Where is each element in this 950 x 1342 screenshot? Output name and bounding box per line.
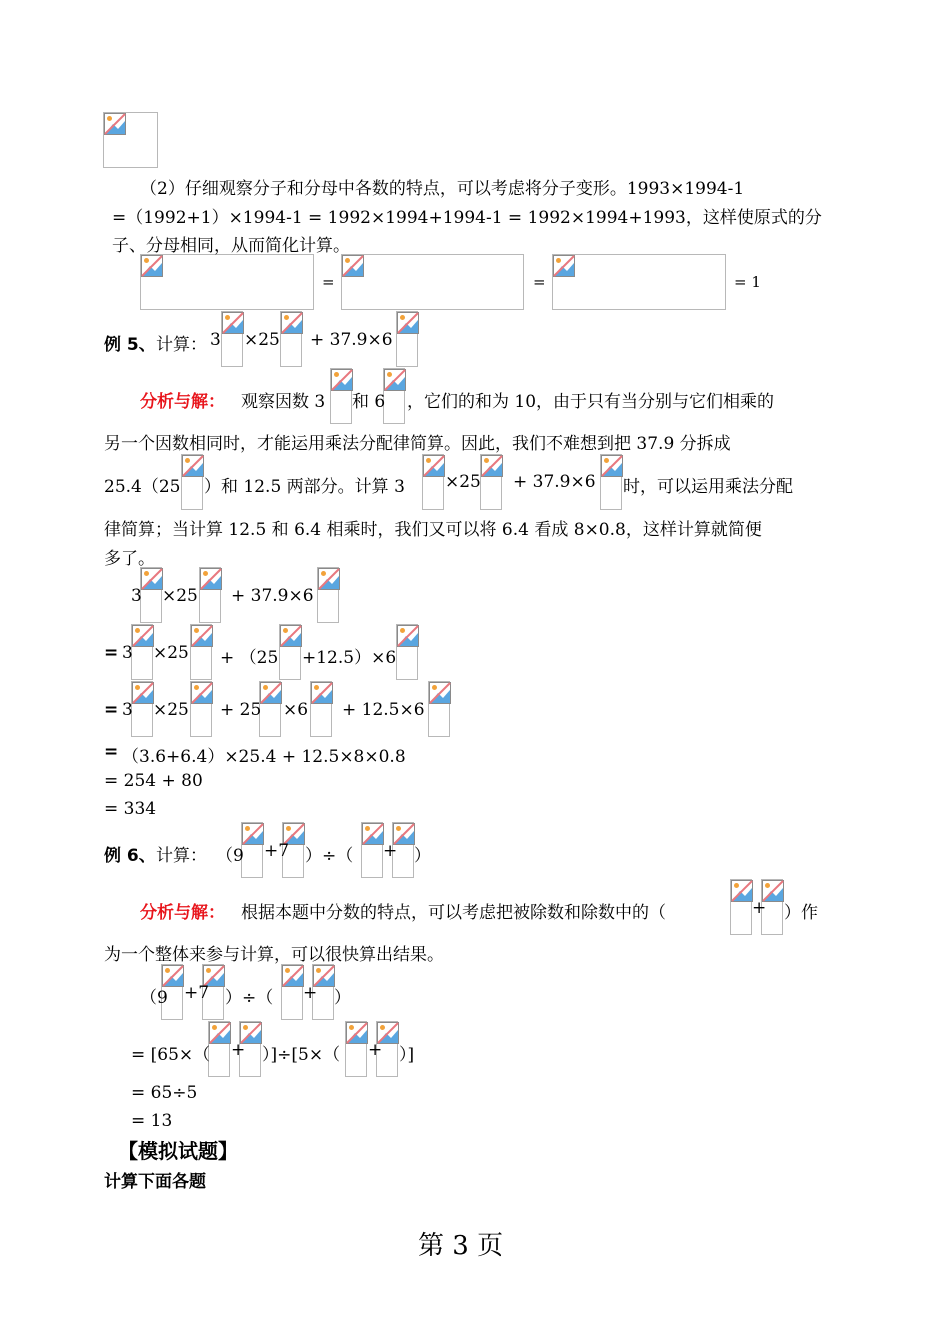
expr-part: + 37.9×6	[310, 330, 393, 350]
example-label: 例 5、	[104, 335, 156, 355]
section-subtitle: 计算下面各题	[104, 1172, 206, 1192]
broken-image-icon	[242, 823, 264, 845]
paragraph-text: ）作	[784, 903, 818, 923]
broken-image-icon	[553, 255, 575, 277]
expr-part: （9	[216, 846, 244, 866]
broken-image-icon	[282, 965, 304, 987]
step-part: + 12.5×6	[342, 700, 425, 720]
paragraph-text: 和 6	[352, 392, 386, 412]
image-placeholder	[330, 368, 352, 424]
step-part: +	[368, 1040, 383, 1060]
expr-part: +	[383, 841, 398, 861]
image-placeholder	[383, 368, 405, 424]
step-part: ×6	[283, 700, 309, 720]
step-part: ×25	[153, 643, 189, 663]
equals-sign: =	[533, 273, 546, 291]
broken-image-icon	[311, 682, 333, 704]
broken-image-icon	[132, 625, 154, 647]
image-placeholder	[131, 624, 153, 680]
broken-image-icon	[280, 625, 302, 647]
step-line: = 334	[104, 799, 157, 819]
image-placeholder	[140, 567, 162, 623]
expr-part: 3	[210, 330, 221, 350]
paragraph-text: 根据本题中分数的特点，可以考虑把被除数和除数中的（	[241, 903, 666, 923]
image-placeholder	[480, 454, 502, 510]
broken-image-icon	[260, 682, 282, 704]
broken-image-icon	[342, 255, 364, 277]
image-placeholder	[181, 454, 203, 510]
image-placeholder	[190, 681, 212, 737]
step-part: +12.5）×6	[302, 648, 397, 668]
image-placeholder	[131, 681, 153, 737]
result: = 1	[734, 273, 761, 291]
broken-image-icon	[141, 568, 163, 590]
analysis-label: 分析与解：	[140, 392, 225, 412]
image-placeholder	[241, 822, 263, 878]
broken-image-icon	[601, 455, 623, 477]
broken-image-icon	[397, 625, 419, 647]
broken-image-icon	[141, 255, 163, 277]
expr-part: ）÷（	[305, 846, 354, 866]
step-line: = 254 + 80	[104, 771, 203, 791]
equals-sign: =	[104, 700, 119, 720]
image-placeholder	[190, 624, 212, 680]
example-label: 例 6、	[104, 846, 156, 866]
image-placeholder	[600, 454, 622, 510]
paragraph-line: （2）仔细观察分子和分母中各数的特点，可以考虑将分子变形。1993×1994-1	[140, 179, 745, 199]
image-placeholder	[396, 624, 418, 680]
broken-image-icon	[104, 113, 126, 135]
image-placeholder	[103, 112, 158, 168]
paragraph-text: ，它们的和为 10，由于只有当分别与它们相乘的	[407, 392, 775, 412]
image-placeholder	[199, 567, 221, 623]
step-part: ）]÷[5×（	[262, 1045, 341, 1065]
broken-image-icon	[182, 455, 204, 477]
step-part: + 25	[220, 700, 262, 720]
broken-image-icon	[362, 823, 384, 845]
paragraph-text: +	[752, 898, 767, 918]
paragraph-line: 子、分母相同，从而简化计算。	[112, 236, 350, 256]
step-part: +	[303, 983, 318, 1003]
broken-image-icon	[731, 880, 753, 902]
image-placeholder	[281, 964, 303, 1020]
step-part: ×25	[153, 700, 189, 720]
paragraph-text: 25.4（25	[104, 477, 181, 497]
paragraph-text: 观察因数 3	[241, 392, 326, 412]
step-part: = [65×（	[131, 1045, 211, 1065]
image-placeholder	[345, 1021, 367, 1077]
broken-image-icon	[318, 568, 340, 590]
step-part: ）	[334, 988, 351, 1008]
step-line: = 13	[131, 1111, 173, 1131]
paragraph-text: + 37.9×6	[513, 472, 596, 492]
image-placeholder	[221, 311, 243, 367]
step-part: +	[231, 1040, 246, 1060]
section-title: 【模拟试题】	[118, 1139, 238, 1163]
image-placeholder	[422, 454, 444, 510]
example-prompt: 计算：	[156, 846, 207, 866]
paragraph-line: 为一个整体来参与计算，可以很快算出结果。	[104, 945, 444, 965]
equals-sign: =	[104, 643, 119, 663]
step-part: ）÷（	[225, 988, 274, 1008]
image-placeholder	[341, 254, 524, 310]
paragraph-line: =（1992+1）×1994-1 = 1992×1994+1994-1 = 1992×1994+1993，这样使原式的分	[112, 208, 822, 228]
broken-image-icon	[397, 312, 419, 334]
broken-image-icon	[346, 1022, 368, 1044]
step-part: 3	[122, 700, 133, 720]
image-placeholder	[317, 567, 339, 623]
paragraph-line: 另一个因数相同时，才能运用乘法分配律简算。因此，我们不难想到把 37.9 分拆成	[104, 434, 731, 454]
expr-part: ×25	[244, 330, 280, 350]
image-placeholder	[259, 681, 281, 737]
equals-sign: =	[104, 742, 119, 762]
step-part: + 37.9×6	[231, 586, 314, 606]
broken-image-icon	[222, 312, 244, 334]
broken-image-icon	[132, 682, 154, 704]
broken-image-icon	[209, 1022, 231, 1044]
expr-part: +7	[264, 841, 290, 861]
broken-image-icon	[429, 682, 451, 704]
broken-image-icon	[384, 369, 406, 391]
step-part: 3	[122, 643, 133, 663]
image-placeholder	[280, 311, 302, 367]
paragraph-text: ）和 12.5 两部分。计算 3	[204, 477, 405, 497]
paragraph-text: 时，可以运用乘法分配	[623, 477, 793, 497]
step-part: + （25	[220, 648, 279, 668]
broken-image-icon	[191, 682, 213, 704]
analysis-label: 分析与解：	[140, 903, 225, 923]
step-line: （3.6+6.4）×25.4 + 12.5×8×0.8	[122, 747, 406, 767]
image-placeholder	[730, 879, 752, 935]
step-part: ×25	[162, 586, 198, 606]
image-placeholder	[310, 681, 332, 737]
broken-image-icon	[423, 455, 445, 477]
expr-part: ）	[414, 846, 431, 866]
equals-sign: =	[322, 273, 335, 291]
paragraph-line: 多了。	[104, 549, 155, 569]
image-placeholder	[428, 681, 450, 737]
example-prompt: 计算：	[156, 335, 207, 355]
paragraph-text: ×25	[445, 472, 481, 492]
image-placeholder	[361, 822, 383, 878]
image-placeholder	[396, 311, 418, 367]
step-part: ）]	[399, 1045, 415, 1065]
broken-image-icon	[281, 312, 303, 334]
image-placeholder	[208, 1021, 230, 1077]
broken-image-icon	[200, 568, 222, 590]
step-part: 3	[131, 586, 142, 606]
paragraph-line: 律简算；当计算 12.5 和 6.4 相乘时，我们又可以将 6.4 看成 8×0.8，这样计算就简便	[104, 520, 762, 540]
step-part: （9	[140, 988, 168, 1008]
image-placeholder	[140, 254, 314, 310]
step-part: +7	[184, 983, 210, 1003]
step-line: = 65÷5	[131, 1083, 198, 1103]
page-number: 第 3 页	[418, 1231, 504, 1261]
image-placeholder	[279, 624, 301, 680]
image-placeholder	[552, 254, 726, 310]
broken-image-icon	[331, 369, 353, 391]
broken-image-icon	[481, 455, 503, 477]
broken-image-icon	[191, 625, 213, 647]
